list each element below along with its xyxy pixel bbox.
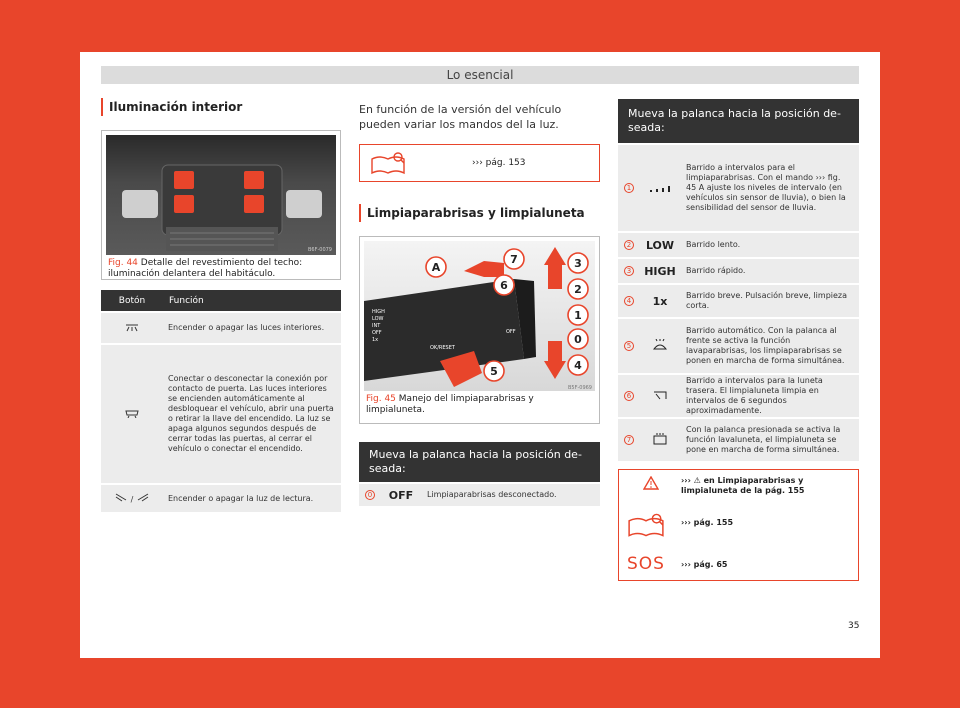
- list-item: [618, 417, 859, 461]
- position-list: [618, 143, 859, 461]
- table-header-function: Función: [163, 290, 341, 312]
- list-item: [618, 283, 859, 317]
- low-icon: LOW: [645, 238, 675, 252]
- table-row: [101, 484, 341, 512]
- off-icon: OFF: [388, 488, 414, 502]
- stalk-label-int: INT: [372, 323, 381, 329]
- column-positions: [618, 99, 859, 581]
- page-reference: ››› pág. 153: [472, 158, 526, 168]
- position-number: 5: [624, 341, 634, 351]
- figure-45-caption: [364, 391, 595, 421]
- position-number: 0: [365, 490, 375, 500]
- figure-caption-text: Detalle del revestimiento del techo: iluminación delantera del habitáculo.: [108, 258, 303, 279]
- table-row: [101, 312, 341, 344]
- wiper-stalk-illustration: [364, 241, 595, 391]
- reading-light-icon: [114, 492, 128, 502]
- sos-icon: SOS: [627, 554, 665, 574]
- washer-icon: [652, 339, 668, 351]
- warning-box: [359, 144, 600, 182]
- list-item: [359, 482, 600, 506]
- references-box: [618, 469, 859, 581]
- manual-book-icon: [627, 512, 665, 538]
- position-box-0: [359, 442, 600, 506]
- list-item: [618, 317, 859, 373]
- interval-icon: [648, 182, 672, 192]
- list-item: [618, 231, 859, 257]
- position-description: Barrido breve. Pulsación breve, limpieza corta.: [686, 291, 848, 310]
- section-title-wipers: Limpiaparabrisas y limpialuneta: [359, 204, 600, 222]
- table-cell-function: Encender o apagar la luz de lectura.: [163, 484, 341, 512]
- position-box-heading: Mueva la palanca hacia la posición de-seada:: [359, 442, 600, 482]
- warning-triangle-icon: [643, 476, 659, 490]
- lighting-table: [101, 290, 341, 512]
- stalk-label-high: HIGH: [372, 309, 385, 315]
- callout-label: 1: [574, 309, 582, 322]
- page-number: 35: [848, 621, 860, 631]
- warning-reference: ››› ⚠ en Limpiaparabrisas y limpialuneta de la pág. 155: [681, 476, 805, 495]
- figure-45: [359, 236, 600, 424]
- position-number: 7: [624, 435, 634, 445]
- figure-45-image: [364, 241, 595, 391]
- position-number: 6: [624, 391, 634, 401]
- manual-book-icon: [370, 151, 406, 175]
- position-description: Barrido automático. Con la palanca al frente se activa la función lavaparabrisas, los limpiaparabrisas se ponen en marcha de forma simultánea.: [686, 326, 845, 365]
- callout-label: 0: [574, 333, 582, 346]
- callout-label: 2: [574, 283, 582, 296]
- stalk-label-off: OFF: [372, 330, 382, 336]
- list-item: [618, 257, 859, 283]
- stalk-label-off-rear: OFF: [506, 329, 516, 335]
- section-title-lighting: Iluminación interior: [101, 98, 341, 116]
- callout-label: 7: [510, 253, 518, 266]
- position-description: Limpiaparabrisas desconectado.: [427, 490, 557, 499]
- callout-label: 4: [574, 359, 582, 372]
- figure-code: B6F-0079: [307, 247, 332, 253]
- stalk-label-low: LOW: [372, 316, 384, 322]
- position-number: 4: [624, 296, 634, 306]
- list-item: [618, 373, 859, 417]
- figure-caption-text: Manejo del limpiaparabrisas y limpialuneta.: [366, 394, 534, 415]
- stalk-label-1x: 1x: [372, 337, 379, 343]
- position-box-heading: Mueva la palanca hacia la posición de-seada:: [618, 99, 859, 143]
- running-head: Lo esencial: [101, 66, 859, 84]
- figure-label: Fig. 45: [366, 394, 396, 404]
- figure-code: B5F-0969: [567, 385, 592, 391]
- figure-44-image: [106, 135, 336, 255]
- position-number: 2: [624, 240, 634, 250]
- icon-separator: /: [130, 495, 134, 504]
- ceiling-light-icon: [125, 322, 139, 332]
- callout-label: A: [431, 261, 441, 274]
- column-wipers: [359, 98, 600, 506]
- table-cell-function: Conectar o desconectar la conexión por contacto de puerta. Las luces interiores se encienden automáticamente al desbloquear el vehículo, abrir una puerta o retirar la llave del encendido. La luz se apaga algunos segundos después de cerrar todas las puertas, al cerrar el vehículo o conectar el encendido.: [163, 344, 341, 484]
- position-description: Barrido a intervalos para el limpiaparabrisas. Con el mando ››› fig. 45 A ajuste los niveles de intervalo (en vehículos sin sensor de lluvia), o bien la sensibilidad del sensor de lluvia.: [686, 163, 846, 212]
- position-description: Con la palanca presionada se activa la función lavaluneta, el limpialuneta se pone en marcha de forma simultánea.: [686, 425, 841, 454]
- stalk-label-okreset: OK/RESET: [430, 345, 455, 351]
- one-touch-icon: 1x: [652, 294, 668, 308]
- figure-44-caption: [106, 255, 336, 285]
- page-reference: ››› pág. 155: [681, 518, 734, 527]
- high-icon: HIGH: [644, 264, 676, 278]
- position-description: Barrido rápido.: [686, 266, 746, 275]
- list-item: [618, 143, 859, 231]
- position-number: 1: [624, 183, 634, 193]
- table-header-button: Botón: [101, 290, 163, 312]
- position-description: Barrido lento.: [686, 240, 741, 249]
- callout-label: 6: [500, 279, 508, 292]
- figure-label: Fig. 44: [108, 258, 138, 268]
- intro-text: En función de la versión del vehículo pueden variar los mandos del la luz.: [359, 103, 562, 131]
- position-description: Barrido a intervalos para la luneta trasera. El limpialuneta limpia en intervalos de 6 segundos aproximadamente.: [686, 376, 823, 415]
- callout-label: 5: [490, 365, 498, 378]
- rear-washer-icon: [652, 433, 668, 445]
- column-lighting: [101, 98, 341, 512]
- table-cell-function: Encender o apagar las luces interiores.: [163, 312, 341, 344]
- table-row: [101, 344, 341, 484]
- page-reference: ››› pág. 65: [681, 560, 728, 569]
- door-light-icon: [125, 408, 139, 418]
- callout-label: 3: [574, 257, 582, 270]
- ceiling-console-illustration: [106, 135, 336, 255]
- rear-wiper-icon: [652, 389, 668, 401]
- reading-light-icon: [136, 492, 150, 502]
- figure-44: [101, 130, 341, 280]
- position-number: 3: [624, 266, 634, 276]
